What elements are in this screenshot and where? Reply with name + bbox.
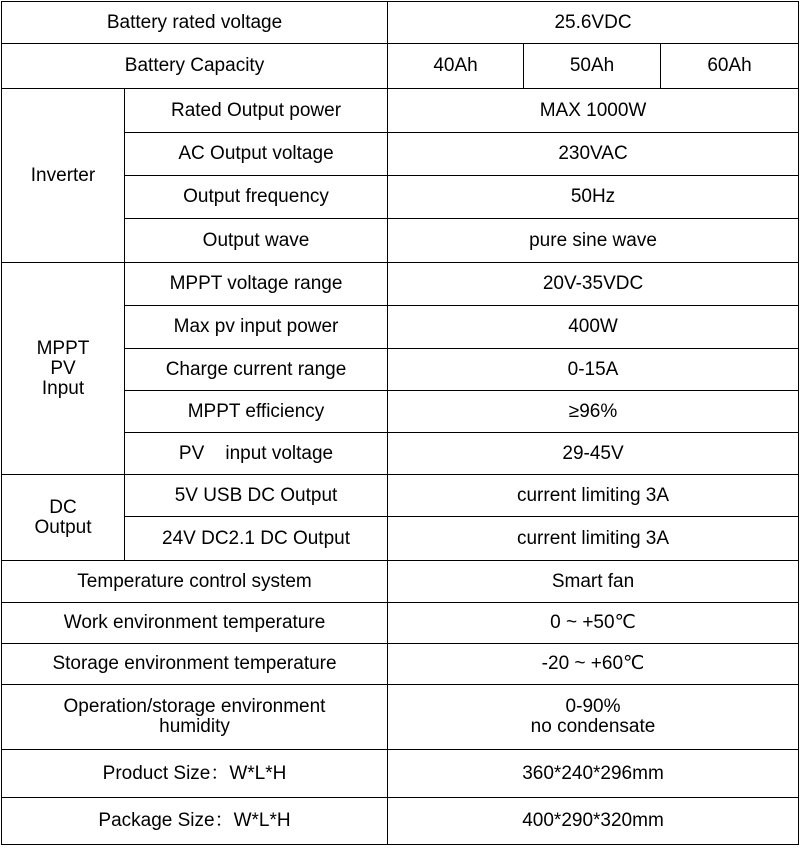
value-product-size: 360*240*296mm [388, 750, 799, 798]
value-temperature-control: Smart fan [388, 561, 799, 603]
value-output-frequency: 50Hz [388, 176, 799, 219]
label-5v-usb-dc-output: 5V USB DC Output [125, 475, 388, 517]
label-mppt-voltage-range: MPPT voltage range [125, 263, 388, 306]
label-output-wave: Output wave [125, 219, 388, 263]
value-battery-rated-voltage: 25.6VDC [388, 2, 799, 44]
label-max-pv-input-power: Max pv input power [125, 306, 388, 349]
label-24v-dc-output: 24V DC2.1 DC Output [125, 517, 388, 561]
value-storage-temperature: -20 ~ +60℃ [388, 644, 799, 685]
row-package-size [2, 798, 799, 845]
row-humidity [2, 685, 799, 750]
group-dc-line-1: DC [49, 496, 77, 518]
label-battery-capacity: Battery Capacity [2, 44, 388, 89]
value-humidity-line-1: 0-90% [565, 696, 621, 717]
group-dc-output [2, 475, 125, 561]
label-work-temperature: Work environment temperature [2, 603, 388, 644]
row-work-temperature [2, 603, 799, 644]
label-humidity-line-2: humidity [159, 716, 230, 737]
value-24v-dc-output: current limiting 3A [388, 517, 799, 561]
label-storage-temperature: Storage environment temperature [2, 644, 388, 685]
group-dc-line-2: Output [34, 516, 92, 538]
label-rated-output-power: Rated Output power [125, 89, 388, 133]
label-package-size: Package Size：W*L*H [2, 798, 388, 845]
value-work-temperature: 0 ~ +50℃ [388, 603, 799, 644]
value-capacity-60ah: 60Ah [661, 44, 799, 89]
label-pv-input-voltage: PV input voltage [125, 433, 388, 475]
label-ac-output-voltage: AC Output voltage [125, 133, 388, 176]
label-mppt-efficiency: MPPT efficiency [125, 391, 388, 433]
value-capacity-50ah: 50Ah [524, 44, 661, 89]
row-mppt-voltage-range [2, 263, 799, 306]
label-battery-rated-voltage: Battery rated voltage [2, 2, 388, 44]
row-storage-temperature [2, 644, 799, 685]
group-inverter: Inverter [2, 89, 125, 263]
row-battery-capacity [2, 44, 799, 89]
group-mppt-pv-input [2, 263, 125, 475]
group-mppt-line-2: PV [50, 357, 76, 379]
row-battery-rated-voltage [2, 2, 799, 44]
value-ac-output-voltage: 230VAC [388, 133, 799, 176]
spec-table [1, 1, 799, 845]
value-pv-input-voltage: 29-45V [388, 433, 799, 475]
value-mppt-efficiency: ≥96% [388, 391, 799, 433]
value-capacity-40ah: 40Ah [388, 44, 524, 89]
label-temperature-control: Temperature control system [2, 561, 388, 603]
value-max-pv-input-power: 400W [388, 306, 799, 349]
value-output-wave: pure sine wave [388, 219, 799, 263]
group-mppt-line-3: Input [41, 377, 85, 399]
value-humidity-line-2: no condensate [530, 716, 656, 737]
row-temperature-control [2, 561, 799, 603]
row-rated-output-power [2, 89, 799, 133]
value-5v-usb-dc-output: current limiting 3A [388, 475, 799, 517]
value-rated-output-power: MAX 1000W [388, 89, 799, 133]
value-mppt-voltage-range: 20V-35VDC [388, 263, 799, 306]
value-package-size: 400*290*320mm [388, 798, 799, 845]
label-charge-current-range: Charge current range [125, 349, 388, 391]
group-mppt-line-1: MPPT [36, 337, 90, 359]
row-5v-usb-dc-output [2, 475, 799, 517]
row-product-size [2, 750, 799, 798]
label-product-size: Product Size：W*L*H [2, 750, 388, 798]
label-humidity-line-1: Operation/storage environment [63, 696, 326, 717]
value-humidity [388, 685, 799, 750]
label-output-frequency: Output frequency [125, 176, 388, 219]
value-charge-current-range: 0-15A [388, 349, 799, 391]
label-humidity [2, 685, 388, 750]
